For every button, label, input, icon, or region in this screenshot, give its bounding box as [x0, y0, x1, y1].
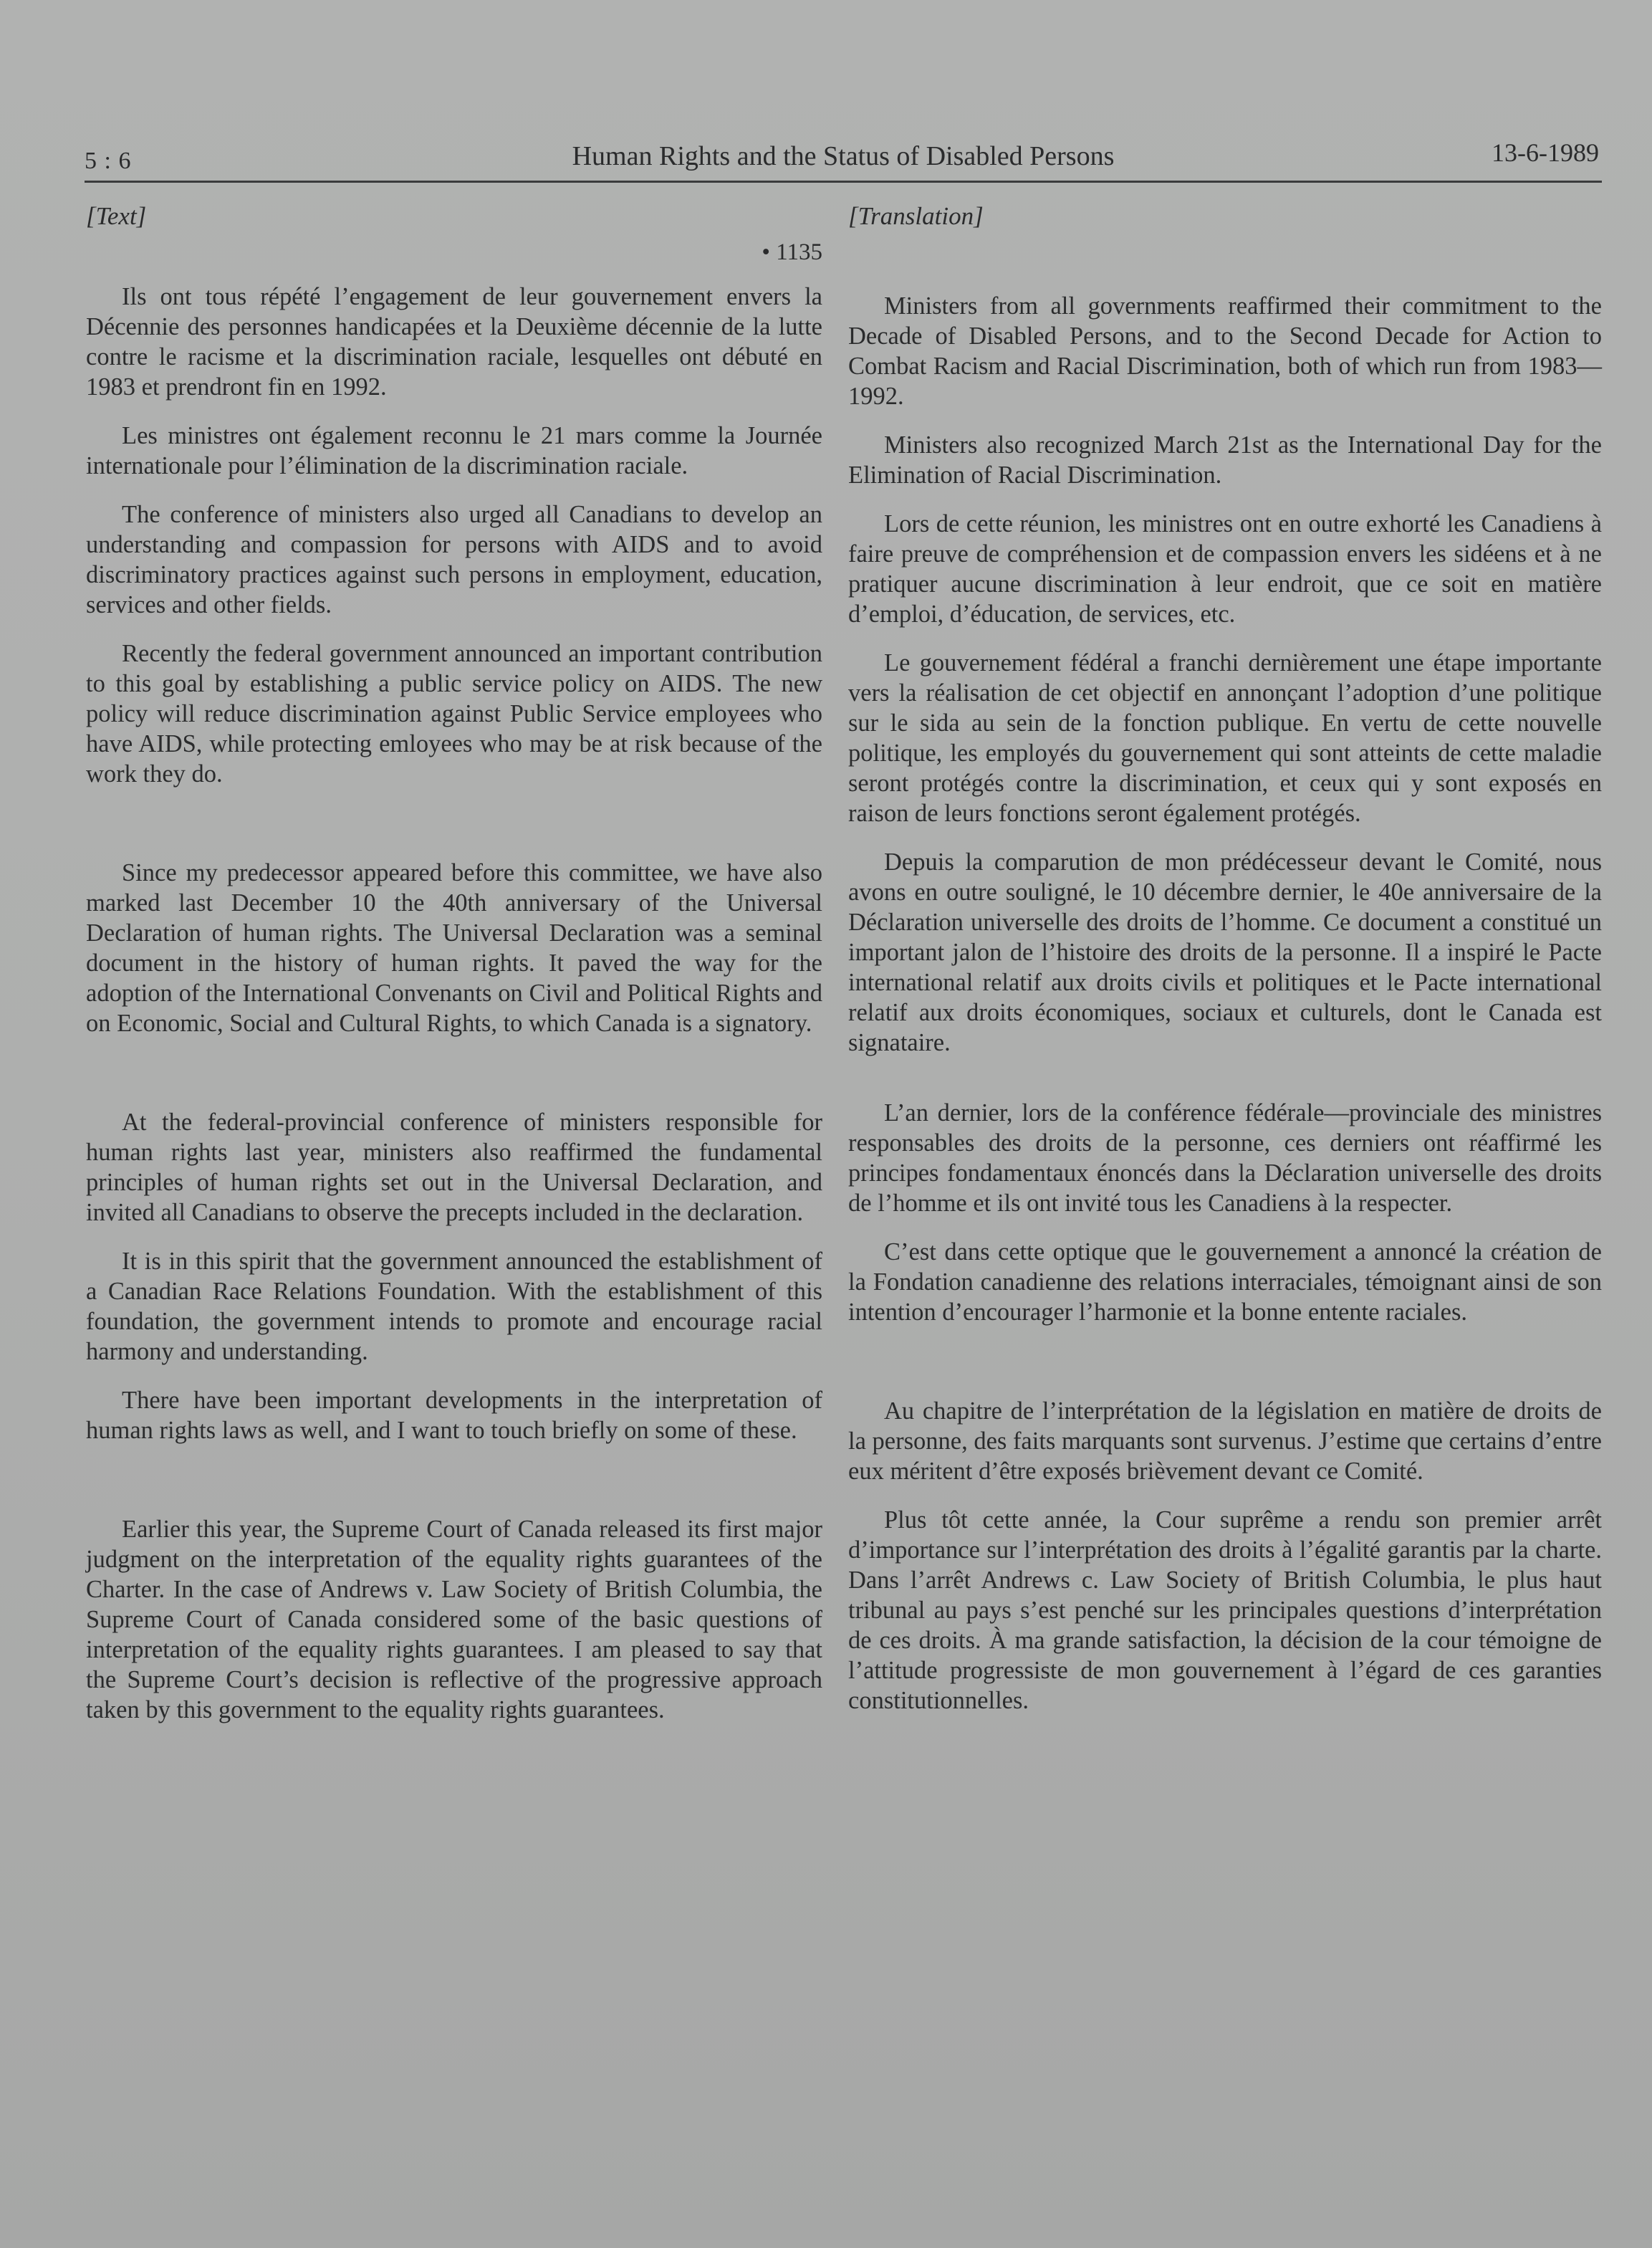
spacer [86, 808, 822, 858]
spacer [86, 1057, 822, 1107]
paragraph: Plus tôt cette année, la Cour suprême a rendu son premier arrêt d’importance sur l’interprétation des droits à l’égalité garantis par la charte. Dans l’arrêt Andrews c. Law Society of British Columbia, le plus haut tribunal au pays s’est penché sur les principales questions d’interprétation de ces droits. À ma grande satisfaction, la décision de la cour témoigne de l’attitude progressiste de mon gouvernement à l’égard de ces garanties constitutionnelles. [848, 1506, 1602, 1714]
paragraph: Le gouvernement fédéral a franchi dernièrement une étape importante vers la réalisation de cet objectif en annonçant l’adoption d’une politique sur le sida au sein de la fonction publique. En vertu de cette nouvelle politique, les employés du gouvernement qui sont atteints de cette maladie seront protégés contre la discrimination, et ceux qui y sont exposés en raison de leurs fonctions seront également protégés. [848, 649, 1602, 827]
paragraph: L’an dernier, lors de la conférence fédérale—provinciale des ministres responsables des droits de la personne, ces derniers ont réaffirmé les principes fondamentaux énoncés dans la Déclaration universelle des droits de l’homme et ils ont invité tous les Canadiens à la respecter. [848, 1099, 1602, 1217]
paragraph: Depuis la comparution de mon prédécesseur devant le Comité, nous avons en outre souligné, le 10 décembre dernier, le 40e anniversaire de la Déclaration universelle des droits de l’homme. Ce document a constitué un important jalon de l’histoire des droits de la personne. Il a inspiré le Pacte international relatif aux droits civils et politiques et le Pacte international relatif aux droits économiques, sociaux et culturels, dont le Canada est signataire. [848, 848, 1602, 1056]
spacer [848, 1346, 1602, 1396]
paragraph: It is in this spirit that the government announced the establishment of a Canadian Race Relations Foundation. With the establishment of this foundation, the government intends to promote and encourage racial harmony and understanding. [86, 1248, 822, 1365]
right-column [848, 202, 1602, 1734]
page-title: Human Rights and the Status of Disabled Persons [572, 141, 1115, 171]
paragraph: C’est dans cette optique que le gouvernement a annoncé la création de la Fondation canadienne des relations interraciales, témoignant ainsi de son intention d’encourager l’harmonie et la bonne entente raciales. [848, 1238, 1602, 1326]
page-header [85, 138, 1602, 183]
page-date: 13-6-1989 [1492, 138, 1599, 167]
page-number: 5 : 6 [85, 148, 132, 174]
paragraph: Since my predecessor appeared before this committee, we have also marked last December 10 the 40th anniversary of the Universal Declaration of human rights. The Universal Declaration was a seminal document in the history of human rights. It paved the way for the adoption of the International Convenants on Civil and Political Rights and on Economic, Social and Cultural Rights, to which Canada is a signatory. [86, 859, 822, 1037]
text-label: [Text] [86, 202, 147, 230]
paragraph: The conference of ministers also urged all Canadians to develop an understanding and compassion for persons with AIDS and to avoid discriminatory practices against such persons in employment, education, services and other fields. [86, 501, 822, 618]
paragraph: Ministers from all governments reaffirmed their commitment to the Decade of Disabled Persons, and to the Second Decade for Action to Combat Racism and Racial Discrimination, both of which run from 1983—1992. [848, 292, 1602, 410]
paragraph: Les ministres ont également reconnu le 21 mars comme la Journée internationale pour l’élimination de la discrimination raciale. [86, 422, 822, 479]
spacer [86, 1464, 822, 1514]
paragraph: Ils ont tous répété l’engagement de leur gouvernement envers la Décennie des personnes handicapées et la Deuxième décennie de la lutte contre le racisme et la discrimination raciale, lesquelles ont débuté en 1983 et prendront fin en 1992. [86, 283, 822, 401]
translation-label: [Translation] [848, 202, 984, 230]
time-marker: • 1135 [762, 239, 822, 265]
paragraph: At the federal-provincial conference of ministers responsible for human rights last year, ministers also reaffirmed the fundamental principles of human rights set out in the Universal Declaration, and invited all Canadians to observe the precepts included in the declaration. [86, 1109, 822, 1226]
paragraph: Au chapitre de l’interprétation de la législation en matière de droits de la personne, des faits marquants sont survenus. J’estime que certains d’entre eux méritent d’être exposés brièvement devant ce Comité. [848, 1397, 1602, 1485]
paragraph: Recently the federal government announced an important contribution to this goal by establishing a public service policy on AIDS. The new policy will reduce discrimination against Public Service employees who have AIDS, while protecting emloyees who may be at risk because of the work they do. [86, 640, 822, 788]
paragraph: Lors de cette réunion, les ministres ont en outre exhorté les Canadiens à faire preuve de compréhension et de compassion envers les sidéens et à ne pratiquer aucune discrimination à leur endroit, que ce soit en matière d’emploi, d’éducation, de services, etc. [848, 510, 1602, 628]
left-column [86, 202, 822, 1744]
paragraph: Earlier this year, the Supreme Court of Canada released its first major judgment on the interpretation of the equality rights guarantees of the Charter. In the case of Andrews v. Law Society of British Columbia, the Supreme Court of Canada considered some of the basic questions of interpretation of the equality rights guarantees. I am pleased to say that the Supreme Court’s decision is reflective of the progressive approach taken by this government to the equality rights guarantees. [86, 1516, 822, 1723]
spacer [848, 1076, 1602, 1098]
paragraph: Ministers also recognized March 21st as the International Day for the Elimination of Racial Discrimination. [848, 431, 1602, 489]
paragraph: There have been important developments in the interpretation of human rights laws as well, and I want to touch briefly on some of these. [86, 1387, 822, 1444]
spacer [848, 239, 1602, 291]
